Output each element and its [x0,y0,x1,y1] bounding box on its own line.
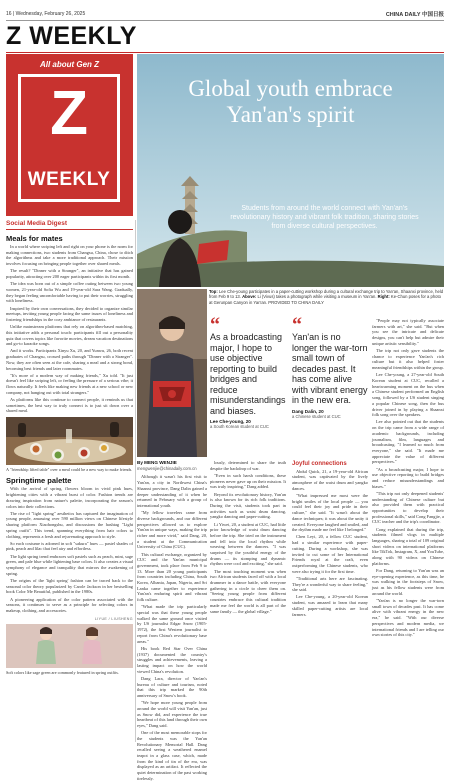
paragraph: Inspired by their own conversations, they decided to organize similar meetups, inviting young people facing the same issues of loneliness and fostering friendships in the cozy ambiance of restaurants. [6,305,133,322]
paragraph: "My fellow travelers came from diverse backgrounds, and our different perspectives allowed us to explore Yan'an in unique ways, making the trip richer and more vivid," said Dang, 20, a student at the Communication University of China (CUC). [137,510,207,550]
hero-image [137,54,444,287]
quote-mark-icon: “ [210,314,220,336]
dinner-photo-caption: A "friendship lifted table" over a meal could be a new way to make friends. [6,467,133,473]
paragraph: "Yan'an is no longer the war-torn small town of decades past. It has come alive with vibrant energy in the new era," he said. "With our diverse perspectives and modern media, we international friends and I are telling our own stories of this city." [372,598,444,638]
paragraph: Abdul Quick, 21, a 19-year-old African student, was captivated by the lively atmosphere of the waist drum and yangko dances. [292,468,368,491]
quote-author: Dang Dalin, 20 [292,408,324,414]
about-label: All about Gen Z [39,60,100,69]
paragraph: "What made the trip particularly special was that these young people walked the same ground once visited by US journalist Edgar Snow (1905-1972), the first Western journalist to report from China's revolutionary base areas." [137,604,207,644]
caption-top: Lee Che-young participates in a paper-cutting workshop during a cultural exchange trip to Yan'an, Shaanxi province, held from Feb 9 to 13. [209,289,444,300]
paragraph: Lee Che-young, a 27-year-old South Korean student at CUC, recalled a heartwarming moment on the bus when a Chinese student performed an English song, followed by a US student singing a popular Chinese song, then the bus driver joined in by playing a Shaanxi folk song over the speakers. [372,372,444,418]
article-column-4 [372,318,444,742]
paragraph: The result? "Dinner with a Stranger", an initiative that has gained popularity, attracting over 200 eager participants within its first month. [6,268,133,280]
paragraph: "This trip not only deepened students' understanding of Chinese culture but also provided them with practical opportunities to develop their professional skills," said Cong Fangjie, a CUC teacher and the trip's coordinator. [372,490,444,525]
spring-outfit-photo [6,624,133,668]
story-title-springtime: Springtime palette [6,476,72,486]
hero-title-line: Global youth embrace [188,76,393,101]
page-info: 16 | Wednesday, February 26, 2025 [6,11,86,17]
paragraph: The trip not only gave students the chance to experience Yan'an's rich culture but it also helped foster meaningful friendships within the group. [372,348,444,371]
social-media-digest [6,220,133,675]
paragraph: The most touching moment was when two African students faced off with a local drummer in a dance battle, with everyone gathering in a circle to cheer them on. "Seeing young people from different countries embrace this cultural tradition made me feel the world is all part of the same family — the global village." [210,568,286,614]
pull-quote-1 [210,314,286,429]
paragraph: Lee Che-young, a 20-year-old Korean student, was amazed to learn that many skilled paper-cutting artists are local farmers. [292,594,368,617]
z-letter: Z [50,79,88,148]
paragraph: The idea was born out of a simple coffee outing between two young women, 21-year-old Sofia Wu and 19-year-old Sara Wang. Gradually, they began feeling uncomfortable having to put their worries, struggling with loneliness. [6,281,133,304]
spring-outfit-image [6,624,133,668]
dinner-photo-image [6,417,133,465]
paragraph: "Traditional arts here are fascinating. They're a wonderful way to share feeling," she said. [292,575,368,593]
paragraph: "What impressed me most were the bright smiles of the local people — you could feel their joy and pride in their culture," she said. "It wasn't about the dance techniques; it was about the unity it created. Everyone laughed and smiled, and the rhythm made me feel like I belonged." [292,493,368,533]
page-header [6,10,444,20]
quote-role: a Chinese student at CUC [292,413,341,419]
paragraph: This cultural exchange, organized by CUC and the Yan'an municipal government, took place from Feb 9 to 13. More than 20 young participants from countries including China, South Korea, Albania, Japan, Nigeria, and Sri Lanka came together to experience Yan'an's enduring spirit and vibrant folk culture. [137,551,207,603]
dinner-photo [6,417,133,465]
quote-author: Lee Che-young, 20 [210,419,251,424]
paragraph: "People may not typically associate farmers with art," she said. "But when you see the intricate and delicate designs, you can't help but admire their unique artistic sensibility." [372,318,444,346]
paragraph: "We hope more young people from around the world will visit Yan'an, just as Snow did, and experience the true heartbeat of this land through their own eyes," Dang said. [137,700,207,728]
story-body-meals [6,244,133,414]
spring-photo-caption: Soft colors like sage green are commonly featured in spring outfits. [6,669,119,675]
paragraph: Lee also pointed out that the students on the trip came from a wide range of academic backgrounds, including journalism, film, languages and broadcasting. "I learned so much from everyone," she said. "It made me appreciate the value of different perspectives." [372,419,444,465]
paragraph: "As a broadcasting major, I hope to use objective reporting to build bridges and reduce misunderstandings and biases." [372,466,444,489]
weekly-word: WEEKLY [27,169,111,190]
caption-top-label: Top: [209,289,218,294]
section-title: Social Media Digest [6,220,133,230]
hero-title-line: Yan'an's spirit [226,102,355,127]
paragraph: So each costume is adorned in soft "sakura" hues — pastel shades of pink, peach and lilac that feel airy and effortless. [6,540,133,552]
article-column-3 [292,460,368,742]
paragraph: "It's more of a modern way of making friends," Xu told. "It just doesn't feel like swiping left, or feeling the pressure of a serious vibe; it flows naturally. It feels like making new friends at a new school or new company, not hanging out with total strangers." [6,372,133,395]
paragraph: Although it wasn't his first visit to Yan'an, a city in Northwest China's Shaanxi province, Dang Dalin gained a deeper understanding of it when he returned in February with a group of international youth. [137,474,207,508]
article-byline: By MENG WENJIE [137,460,177,465]
header-rule [6,20,444,21]
paragraph: For Dang, returning to Yan'an was an eye-opening experience, as this time, he was walking in the footsteps of Snow, just as his fellow students were from around the world. [372,568,444,596]
hero-subtitle: Students from around the world connect with Yan'an's revolutionary history and vibrant folk tradition, sharing stories from diverse cultural perspectives. [230,205,419,230]
story-body-springtime [6,486,133,613]
photo-captions [209,289,444,305]
paragraph: Chen Leyi, 20, a fellow CUC student, had a similar experience with paper-cutting. During a workshop, she was invited to cut some of her International Friends royal at the craft, even outperforming the Chinese students, who were also trying it for the first time. [292,534,368,574]
quote-role: a South Korean student at CUC [210,424,269,429]
paragraph: The origins of the 'light spring' fashion can be traced back to the seasonal color theory popularized by Carole Jackson in her bestselling book Color Me Beautiful, published in the 1980s. [6,577,133,595]
story-credit: LIYUE / LIUSHENG [94,616,133,621]
paragraph: His book Red Star Over China (1937) documented the country's struggles and achievements, leaving a lasting impact on how the world viewed China's revolution. [137,645,207,674]
masthead: Z WEEKLY [6,22,137,50]
paper-cutting-photo [137,289,207,457]
article-column-1 [137,460,207,781]
column-divider [135,220,136,742]
paragraph: The rise of "light spring" aesthetics has captured the imagination of young people, amassing over 590 million views on Chinese lifestyle sharing platform Xiaohongshu, and discussions the hashtag "Light spring outfit". This trend, spanning everything from hair colors to clothing, represents a fresh and rejuvenating approach to style. [6,510,133,539]
quote-text: Yan'an is no longer the war-torn small town of decades past. It has come alive with vibrant energy in the new era. [292,332,368,405]
caption-above-label: Above: [242,294,257,300]
paragraph: As platforms like this continue to connect people, it reminds us that sometimes, the best way to truly connect is to just sit down over a shared meal. [6,397,133,414]
paragraph: The light spring trend embraces soft pastels such as peach, mint, sage green, and pale blue while lightening base colors. It also creates a visual symphony of elegance and tranquility that mirrors the awakening of spring. [6,553,133,576]
paragraph: Unlike mainstream platforms that rely on algorithm-based matching, this initiative adds a personal touch: participants fill out a personality quiz that covers topics like favorite movies, dream vacation destinations and go-to karaoke songs. [6,324,133,347]
paragraph: One of the most memorable stops for the students was the Yan'an Revolutionary Memorial Hall. Dang recalled seeing a weathered enamel teapot in a glass case, which, made from the kind of tin of the era, was displayed as an artifact. It reflected the quiet determination of the past working tirelessly. [137,730,207,781]
paragraph: Cong explained that during the trip, students filmed vlogs in multiple languages, sharing a total of 109 original short videos on international platforms like TikTok, Instagram, X, and YouTube, along with 90 videos on Chinese platforms. [372,526,444,566]
paragraph: A pioneering application of the color pattern associated with the seasons, it continues to serve as a principle for selecting colors in makeup, clothing, and accessories. [6,596,133,613]
pull-quote-2 [292,314,368,419]
quote-text: As a broadcasting major, I hope to use objective reporting to build bridges and reduce misunderstandings and biases. [210,332,286,416]
paper-cutting-image [137,289,207,457]
quote-mark-icon: “ [292,314,302,336]
paragraph: lously, determined to share the truth despite the backdrop of war. [210,460,286,471]
story-title-meals: Meals for mates [6,234,63,243]
article-column-2 [210,460,286,742]
caption-above: Li (Vivus) takes a photograph while visiting a museum in Yan'an. [257,294,377,300]
paragraph: And it works. Participants Xinyu Xu, 20, and Yunwu, 26, both recent graduates of Changsu, crossed paths through "Dinner with a Stranger". Now, they are often seen at the cafe, sharing a meal and a strong bond, becoming best friends and later roommates. [6,348,133,371]
paragraph: Beyond its revolutionary history, Yan'an is also known for its rich folk traditions. During the visit, students took part in activities such as waist drum dancing, yangko dancing and paper-cutting. [210,491,286,520]
hero-title [137,76,444,128]
caption-right: Ke-Chun poses for a photo at Gerunpan Canyon in Yan'an. PROVIDED TO CHINA DAILY [209,294,441,305]
caption-right-label: Right: [377,294,390,300]
paragraph: "Even in such harsh conditions, these pioneers never gave up on their mission. It was truly inspiring," Dang added. [210,472,286,490]
paragraph: Li Yiwei, 20, a student at CUC, had little prior knowledge of waist drum dancing before the trip. She tried on the instrument and fell into the local rhythm while weaving between the dancers. "I was surprised by the youthful energy of the drums — its stomping and dynamic rhythm were cool and exciting," she said. [210,521,286,567]
masthead-rule [6,52,444,53]
paragraph: Dang Lara, director of Yan'an's bureau of culture and tourism, noted that this trip marked the 90th anniversary of Snow's book. [137,675,207,698]
zweekly-logo-panel [6,54,133,216]
zweekly-logo [18,74,120,202]
paragraph: In a world where swiping left and right on your phone is the norm for making connections, two students from Changsu, China, chose to ditch the algorithms and take a more traditional approach. Their mission involves focusing on bringing people together over shared meals. [6,244,133,267]
subheading: Joyful connections [292,461,347,467]
brand-logo: CHINA DAILY 中国日报 [385,12,444,18]
paragraph: With the arrival of spring, flowers bloom in vivid pink hues, brightening cities with a vibrant burst of color. Fashion trends are drawing inspiration from nature's palette, incorporating the season's colors into their collections. [6,486,133,509]
article-email: mengwenjie@chinadaily.com.cn [137,465,197,471]
